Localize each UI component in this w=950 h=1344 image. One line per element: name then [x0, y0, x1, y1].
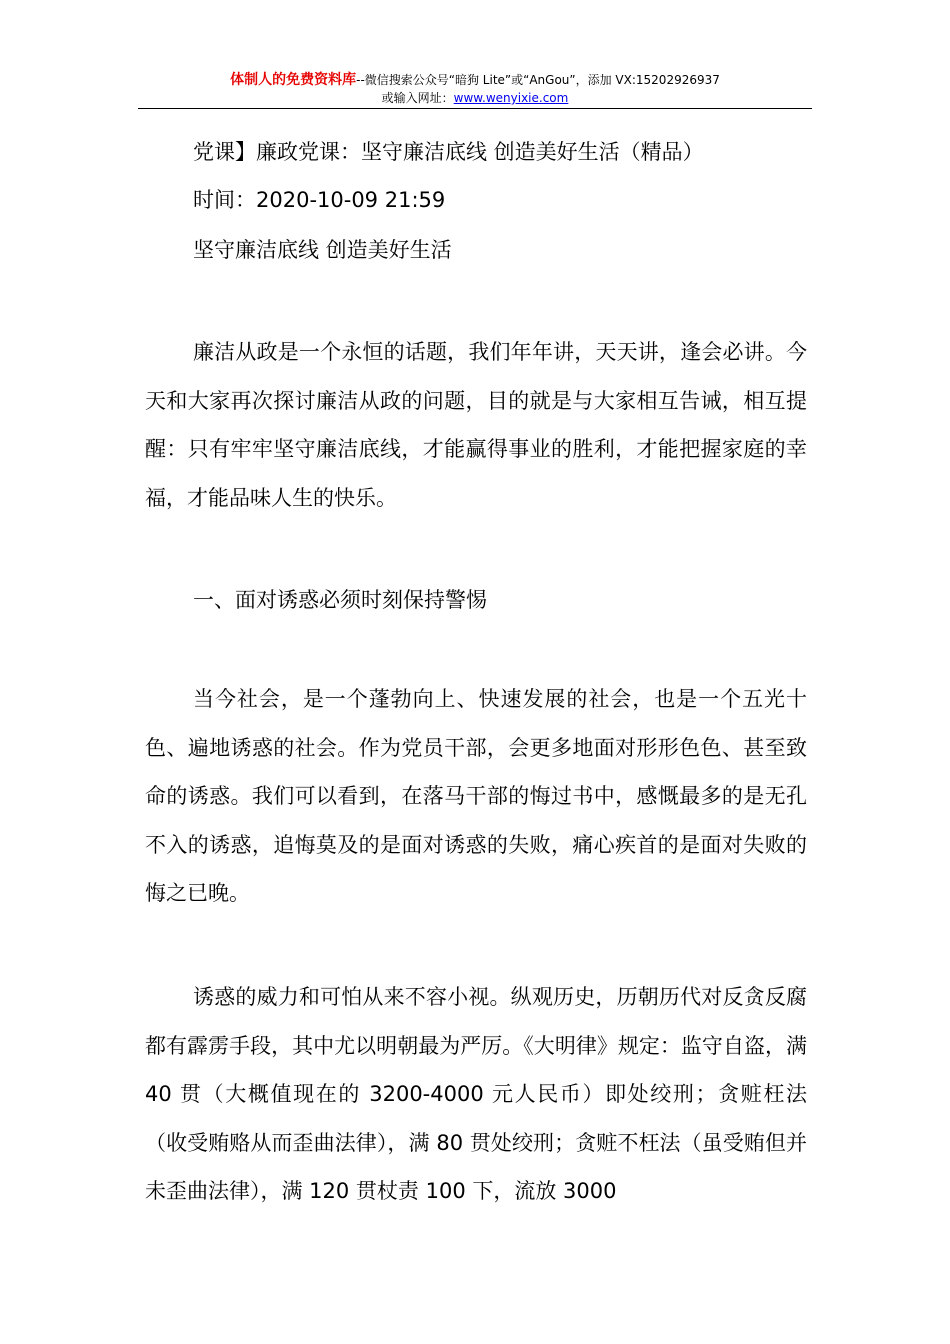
paragraph-1: 廉洁从政是一个永恒的话题，我们年年讲，天天讲，逢会必讲。今天和大家再次探讨廉洁从政的问题，目的就是与大家相互告诫，相互提醒：只有牢牢坚守廉洁底线，才能赢得事业的胜利，才能把握家庭的幸福，才能品味人生的快乐。: [145, 340, 807, 510]
header-url-link[interactable]: www.wenyixie.com: [453, 91, 569, 105]
header-line-1: [138, 70, 812, 90]
paragraph-2: 当今社会，是一个蓬勃向上、快速发展的社会，也是一个五光十色、遍地诱惑的社会。作为党员干部，会更多地面对形形色色、甚至致命的诱惑。我们可以看到，在落马干部的悔过书中，感慨最多的是无孔不入的诱惑，追悔莫及的是面对诱惑的失败，痛心疾首的是面对失败的悔之已晚。: [145, 687, 807, 905]
header-brand: 体制人的免费资料库: [230, 72, 357, 88]
header-url-prefix: 或输入网址：: [381, 91, 454, 105]
header-info: --微信搜索公众号“暗狗 Lite”或“AnGou”，添加 VX:15202926937: [356, 73, 720, 87]
page-header: [138, 70, 812, 106]
header-line-2: [138, 90, 812, 106]
header-divider: [138, 108, 812, 109]
section-heading: 一、面对诱惑必须时刻保持警惕: [193, 588, 487, 612]
document-time: 时间：2020-10-09 21:59: [193, 188, 446, 212]
paragraph-3: 诱惑的威力和可怕从来不容小视。纵观历史，历朝历代对反贪反腐都有霹雳手段，其中尤以明朝最为严厉。《大明律》规定：监守自盗，满 40 贯（大概值现在的 3200-4000 元人民币）即处绞刑；贪赃枉法（收受贿赂从而歪曲法律），满 80 贯处绞刑；贪赃不枉法（虽受贿但并未歪曲法律），满 120 贯杖责 100 下，流放 3000: [145, 985, 807, 1203]
document-title: 党课】廉政党课：坚守廉洁底线 创造美好生活（精品）: [193, 140, 704, 164]
document-subtitle: 坚守廉洁底线 创造美好生活: [193, 238, 452, 262]
